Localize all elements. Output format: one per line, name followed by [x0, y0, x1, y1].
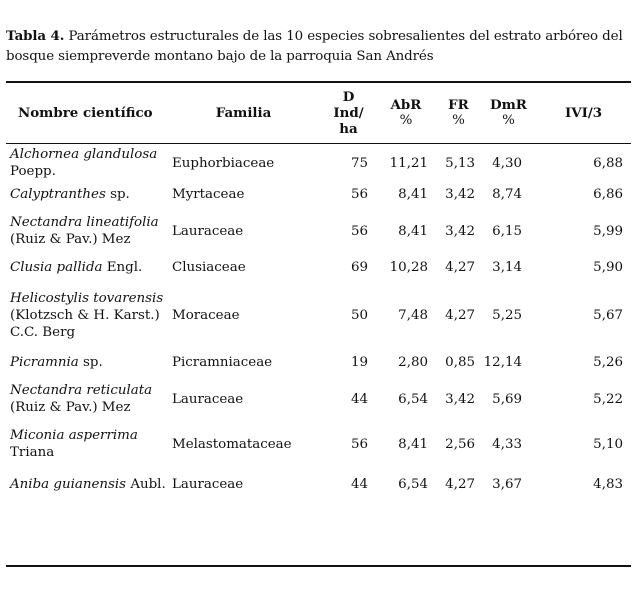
abr-cell: 6,54 — [398, 391, 428, 407]
fr-cell: 3,42 — [445, 223, 475, 239]
header-family: Familia — [215, 105, 272, 121]
abr-cell: 8,41 — [398, 223, 428, 239]
species-author: (Ruiz & Pav.) Mez — [10, 400, 131, 415]
fr-cell: 4,27 — [445, 476, 475, 492]
ivi-cell: 6,88 — [593, 155, 623, 171]
ivi-cell: 6,86 — [593, 187, 623, 202]
header-fr-unit: % — [452, 113, 465, 128]
dmr-cell: 8,74 — [492, 187, 522, 202]
density-cell: 56 — [350, 187, 368, 202]
species-table — [6, 83, 631, 504]
species-binomial: Helicostylis tovarensis — [10, 290, 164, 306]
density-cell: 44 — [350, 391, 368, 407]
header-dmr-label: DmR — [490, 97, 527, 113]
fr-cell: 3,42 — [445, 187, 475, 202]
table-row — [6, 464, 631, 504]
table-row — [6, 143, 631, 183]
ivi-cell: 5,22 — [593, 391, 623, 407]
ivi-cell: 5,67 — [593, 307, 623, 323]
dmr-cell: 3,67 — [492, 476, 522, 492]
header-dmr — [481, 83, 536, 143]
abr-cell: 8,41 — [398, 436, 428, 452]
species-author: sp. — [105, 187, 130, 202]
abr-cell: 2,80 — [398, 355, 428, 370]
family-cell: Melastomataceae — [172, 436, 292, 452]
dmr-cell: 3,14 — [492, 260, 522, 275]
species-binomial: Clusia pallida — [10, 260, 103, 275]
fr-cell: 0,85 — [445, 355, 475, 370]
abr-cell: 10,28 — [389, 260, 428, 275]
species-binomial: Nectandra reticulata — [10, 383, 153, 398]
dmr-cell: 5,25 — [492, 307, 522, 323]
header-abr-label: AbR — [390, 97, 422, 113]
species-binomial: Nectandra lineatifolia — [10, 215, 159, 230]
density-cell: 56 — [350, 436, 368, 452]
density-cell: 69 — [350, 260, 368, 275]
header-fr-label: FR — [448, 97, 469, 113]
species-name-cell — [6, 374, 166, 424]
ivi-cell: 5,99 — [593, 223, 623, 239]
table-row — [6, 424, 631, 464]
species-author: sp. — [78, 355, 103, 370]
ivi-cell: 5,10 — [593, 436, 623, 452]
density-cell: 44 — [350, 476, 368, 492]
table-header-row — [6, 83, 631, 143]
ivi-cell: 5,26 — [593, 355, 623, 370]
family-cell: Lauraceae — [172, 223, 244, 239]
header-fr — [436, 83, 481, 143]
dmr-cell: 4,33 — [492, 436, 522, 452]
family-cell: Lauraceae — [172, 476, 244, 492]
species-name-cell — [6, 183, 166, 206]
dmr-cell: 4,30 — [492, 155, 522, 171]
table-row — [6, 183, 631, 206]
species-name-cell — [6, 351, 166, 374]
ivi-cell: 4,83 — [593, 476, 623, 492]
dmr-cell: 6,15 — [492, 223, 522, 239]
table-row — [6, 374, 631, 424]
species-binomial: Calyptranthes — [10, 187, 106, 202]
species-author: (Ruiz & Pav.) Mez — [10, 232, 131, 247]
species-author: Poepp. — [10, 164, 56, 179]
species-name-cell — [6, 143, 166, 183]
header-density-label: D Ind/ ha — [333, 89, 364, 137]
table-row — [6, 351, 631, 374]
fr-cell: 3,42 — [445, 391, 475, 407]
header-abr — [376, 83, 436, 143]
species-binomial: Aniba guianensis — [10, 476, 127, 492]
species-author: Engl. — [102, 260, 143, 275]
abr-cell: 7,48 — [398, 307, 428, 323]
header-species: Nombre científico — [18, 105, 153, 121]
family-cell: Moraceae — [172, 307, 240, 323]
dmr-cell: 12,14 — [483, 355, 522, 370]
ivi-cell: 5,90 — [593, 260, 623, 275]
density-cell: 56 — [350, 223, 368, 239]
table-caption — [6, 26, 631, 67]
species-name-cell — [6, 464, 166, 504]
family-cell: Myrtaceae — [172, 187, 245, 202]
header-density — [321, 83, 376, 143]
header-dmr-unit: % — [502, 113, 515, 128]
fr-cell: 5,13 — [445, 155, 475, 171]
abr-cell: 11,21 — [389, 155, 428, 171]
table-label: Tabla 4. — [6, 28, 65, 44]
header-abr-unit: % — [399, 113, 413, 128]
family-cell: Picramniaceae — [172, 355, 273, 370]
header-ivi: IVI/3 — [564, 105, 603, 121]
abr-cell: 6,54 — [398, 476, 428, 492]
fr-cell: 2,56 — [445, 436, 475, 452]
density-cell: 50 — [350, 307, 368, 323]
fr-cell: 4,27 — [445, 307, 475, 323]
species-author: Triana — [10, 445, 55, 460]
table-row — [6, 256, 631, 279]
dmr-cell: 5,69 — [492, 391, 522, 407]
species-binomial: Miconia asperrima — [10, 428, 138, 443]
density-cell: 75 — [350, 155, 368, 171]
species-name-cell — [6, 424, 166, 464]
family-cell: Clusiaceae — [172, 260, 246, 275]
table-row — [6, 206, 631, 256]
table-body — [6, 143, 631, 504]
species-author: (Klotzsch & H. Karst.) C.C. Berg — [10, 307, 160, 340]
species-name-cell — [6, 279, 166, 351]
family-cell: Euphorbiaceae — [172, 155, 275, 171]
density-cell: 19 — [350, 355, 368, 370]
fr-cell: 4,27 — [445, 260, 475, 275]
table-row — [6, 279, 631, 351]
species-name-cell — [6, 256, 166, 279]
table-caption-text: Parámetros estructurales de las 10 especies sobresalientes del estrato arbóreo del bosque siempreverde montano bajo de la parroquia San Andrés — [6, 29, 623, 64]
species-binomial: Alchornea glandulosa — [10, 147, 158, 162]
table-bottom-rule — [6, 565, 631, 567]
family-cell: Lauraceae — [172, 391, 244, 407]
species-binomial: Picramnia — [10, 355, 79, 370]
abr-cell: 8,41 — [398, 187, 428, 202]
species-author: Aubl. — [126, 476, 166, 492]
species-name-cell — [6, 206, 166, 256]
